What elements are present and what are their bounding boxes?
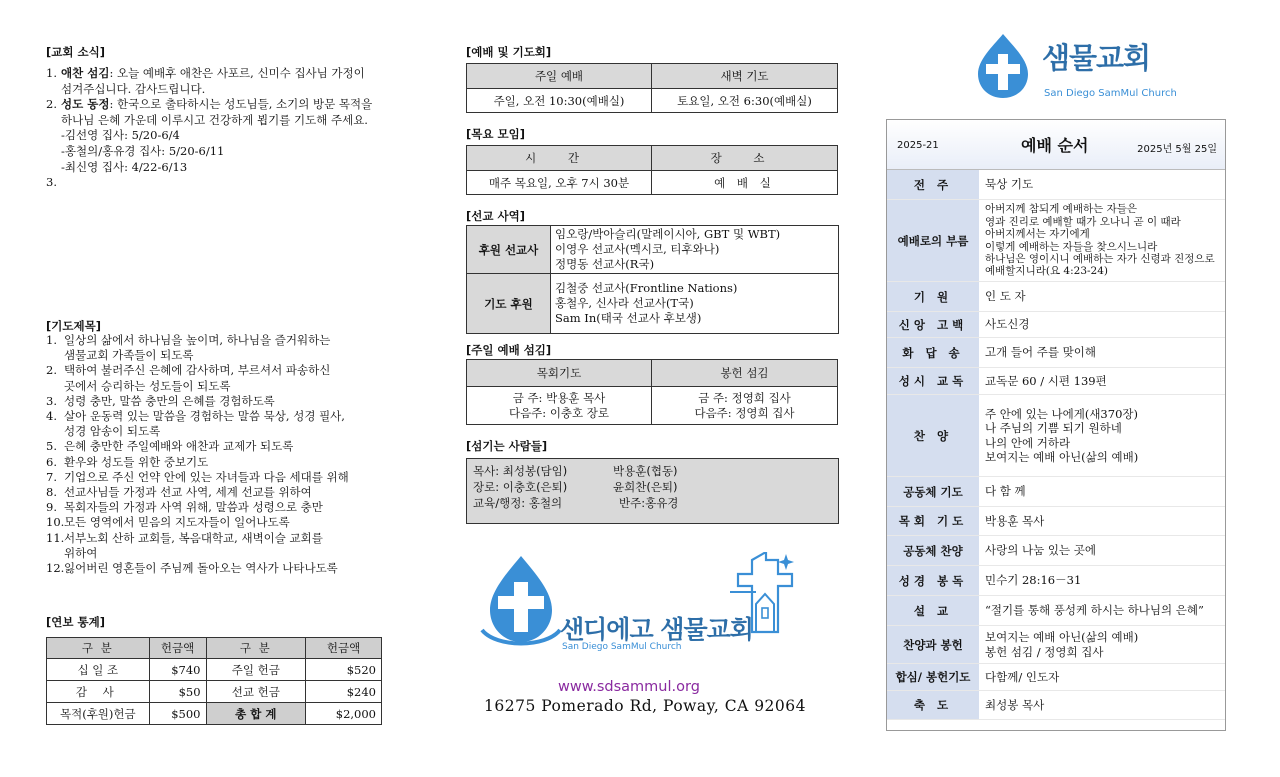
order-value: 사도신경: [985, 317, 1030, 332]
prayer-list: [46, 333, 406, 576]
order-label: 찬 양: [887, 395, 979, 476]
table-header-row: 구 분 헌금액 구 분 헌금액: [47, 638, 382, 659]
order-label: 신앙 고백: [887, 312, 979, 337]
duty-heading: [주일 예배 섬김]: [466, 343, 552, 357]
table-row: 십 일 조 $740 주일 헌금 $520: [47, 659, 382, 681]
church-logo-large: [476, 552, 802, 662]
order-value: 아버지께 참되게 예배하는 자들은 영과 진리로 예배할 때가 오나니 곧 이 때라 아버지께서는 자기에게 이렇게 예배하는 자들을 찾으시느니라 하나님은 영이시니 예배하는 자가 신령과 진정으로 예배할지니라(요 4:23-24): [985, 203, 1215, 278]
order-value: “절기를 통해 풍성케 하시는 하나님의 은혜”: [985, 603, 1204, 618]
prayer-item: 성경 암송이 되도록: [64, 424, 161, 439]
order-date: 2025년 5월 25일: [1137, 144, 1217, 155]
order-row: [887, 395, 1225, 477]
church-logo-top: [970, 32, 1190, 104]
order-label: 목회 기도: [887, 507, 979, 535]
order-row: [887, 566, 1225, 596]
order-value: 인 도 자: [985, 289, 1026, 304]
order-rows: [887, 170, 1225, 720]
list-item: 하나님 은혜 가운데 이루시고 건강하게 뵙기를 기도해 주세요.: [61, 112, 368, 127]
prayer-item: 7. 기업으로 주신 언약 안에 있는 자녀들과 다음 세대를 위해: [46, 469, 349, 484]
issue-number: 2025-21: [897, 140, 939, 151]
address: 16275 Pomerado Rd, Poway, CA 92064: [484, 697, 806, 715]
thursday-table: 시 간 장 소 매주 목요일, 오후 7시 30분 예 배 실: [466, 145, 838, 195]
order-row: [887, 626, 1225, 664]
order-value: 고개 들어 주를 맞이해: [985, 345, 1096, 360]
order-label: 기 원: [887, 282, 979, 311]
order-label: 찬양과 봉헌: [887, 626, 979, 663]
order-value: 묵상 기도: [985, 177, 1034, 192]
thursday-heading: [목요 모임]: [466, 127, 525, 141]
order-label: 성경 봉독: [887, 566, 979, 595]
water-cross-icon: [476, 552, 566, 652]
prayer-item: 곳에서 승리하는 성도들이 되도록: [64, 378, 231, 393]
list-item: 목사: 최성봉(담임) 박용훈(협동): [473, 464, 678, 478]
table-row: 목적(후원)헌금 $500 총 합 계 $2,000: [47, 703, 382, 725]
table-row: 기도 후원 김철중 선교사(Frontline Nations) 홍철우, 신사라 선교사(T국) Sam In(태국 선교사 후보생): [467, 274, 839, 334]
order-row: [887, 368, 1225, 395]
order-label: 공동체 찬양: [887, 536, 979, 565]
list-item: 장로: 이충호(은퇴) 윤희찬(은퇴): [473, 480, 678, 494]
prayer-item: 위하여: [64, 545, 98, 560]
order-row: [887, 664, 1225, 691]
order-value: 사랑의 나눔 있는 곳에: [985, 543, 1096, 558]
table-row: 감 사 $50 선교 헌금 $240: [47, 681, 382, 703]
order-label: 공동체 기도: [887, 477, 979, 506]
prayer-item: 3. 성령 충만, 말씀 충만의 은혜를 경험하도록: [46, 393, 275, 408]
order-value: 최성봉 목사: [985, 697, 1045, 712]
order-label: 예배로의 부름: [887, 200, 979, 281]
prayer-item: 8. 선교사님들 가정과 선교 사역, 세계 선교를 위하여: [46, 485, 312, 500]
order-header: [887, 120, 1225, 170]
duty-table: 목회기도 봉헌 섬김 금 주: 박용훈 목사 다음주: 이충호 장로 금 주: 정영희 집사 다음주: 정영희 집사: [466, 359, 838, 425]
order-value: 교독문 60 / 시편 139편: [985, 373, 1107, 388]
prayer-item: 2. 택하여 불러주신 은혜에 감사하며, 부르셔서 파송하신: [46, 363, 331, 378]
order-row: [887, 507, 1225, 536]
mission-heading: [선교 사역]: [466, 209, 525, 223]
order-title: 예배 순서: [1021, 136, 1089, 155]
order-row: [887, 338, 1225, 368]
order-label: 화 답 송: [887, 338, 979, 367]
servers-box: [466, 458, 839, 524]
servers-heading: [섬기는 사람들]: [466, 439, 548, 453]
travel-item: -홍철의/홍유경 집사: 5/20-6/11: [61, 143, 225, 158]
order-value: 보여지는 예배 아닌(삶의 예배) 봉헌 섬김 / 정영희 집사: [985, 630, 1139, 659]
order-value: 주 안에 있는 나에게(새370장) 나 주님의 기쁨 되기 원하네 나의 안에 거하라 보여지는 예배 아닌(삶의 예배): [985, 406, 1139, 464]
logo-mid-ko: 샌디에고 샘물교회: [560, 615, 753, 644]
order-row: [887, 282, 1225, 312]
order-value: 다 함 께: [985, 484, 1026, 499]
order-label: 성시 교독: [887, 368, 979, 394]
website-link[interactable]: www.sdsammul.org: [558, 679, 700, 695]
prayer-item: 10. 모든 영역에서 믿음의 지도자들이 일어나도록: [46, 515, 290, 530]
church-building-icon: [726, 552, 806, 642]
order-label: 축 도: [887, 691, 979, 719]
worship-heading: [예배 및 기도회]: [466, 45, 552, 59]
order-row: [887, 477, 1225, 507]
order-row: [887, 200, 1225, 282]
prayer-item: 4. 살아 운동력 있는 말씀을 경험하는 말씀 묵상, 성경 필사,: [46, 409, 345, 424]
order-value: 박용훈 목사: [985, 513, 1045, 528]
order-row: [887, 596, 1225, 626]
prayer-item: 9. 목회자들의 가정과 사역 위해, 말씀과 성령으로 충만: [46, 500, 323, 515]
news-heading: [교회 소식]: [46, 45, 105, 59]
prayer-heading: [기도제목]: [46, 319, 101, 333]
list-item: 2. 성도 동정: 한국으로 출타하시는 성도님들, 소기의 방문 목적을: [46, 97, 373, 112]
travel-item: -김선영 집사: 5/20-6/4: [61, 128, 180, 143]
finance-table: [46, 637, 382, 725]
order-value: 민수기 28:16－31: [985, 573, 1082, 588]
order-row: [887, 691, 1225, 720]
water-cross-icon: [970, 32, 1036, 100]
prayer-item: 12. 잃어버린 영혼들이 주님께 돌아오는 역사가 나타나도록: [46, 561, 338, 576]
order-value: 다함께/ 인도자: [985, 669, 1060, 684]
order-label: 설 교: [887, 596, 979, 625]
travel-item: -최신영 집사: 4/22-6/13: [61, 159, 188, 174]
table-row: 후원 선교사 임오랑/박아슬리(말레이시아, GBT 및 WBT) 이영우 선교사(멕시코, 티후와나) 정명동 선교사(R국): [467, 226, 839, 274]
list-item: 섬겨주십니다. 감사드립니다.: [61, 81, 206, 96]
list-item: 1. 애찬 섬김: 오늘 예배후 애찬은 사포르, 신미수 집사님 가정이: [46, 66, 365, 80]
worship-table: 주일 예배 새벽 기도 주일, 오전 10:30(예배실) 토요일, 오전 6:30(예배실): [466, 63, 838, 113]
order-row: [887, 312, 1225, 338]
worship-order: [886, 119, 1226, 731]
prayer-item: 1. 일상의 삶에서 하나님을 높이며, 하나님을 즐거워하는: [46, 333, 331, 347]
list-item: 3.: [46, 175, 57, 190]
finance-heading: [연보 통계]: [46, 615, 105, 629]
prayer-item: 6. 환우와 성도들 위한 중보기도: [46, 454, 209, 469]
logo-top-ko: 샘물교회: [1042, 41, 1151, 75]
order-label: 전 주: [887, 170, 979, 199]
list-item: 교육/행정: 홍철의 반주:홍유경: [473, 496, 679, 510]
prayer-item: 샘물교회 가족들이 되도록: [64, 348, 194, 363]
prayer-item: 5. 은혜 충만한 주일예배와 애찬과 교제가 되도록: [46, 439, 294, 454]
logo-mid-en: San Diego SamMul Church: [562, 642, 682, 652]
order-row: [887, 536, 1225, 566]
logo-top-en: San Diego SamMul Church: [1044, 88, 1177, 99]
order-row: [887, 170, 1225, 200]
mission-table: [466, 225, 839, 334]
news-list: [46, 66, 406, 191]
order-label: 합심/ 봉헌기도: [887, 664, 979, 690]
prayer-item: 11. 서부노회 산하 교회들, 복음대학교, 새벽이슬 교회를: [46, 530, 323, 545]
